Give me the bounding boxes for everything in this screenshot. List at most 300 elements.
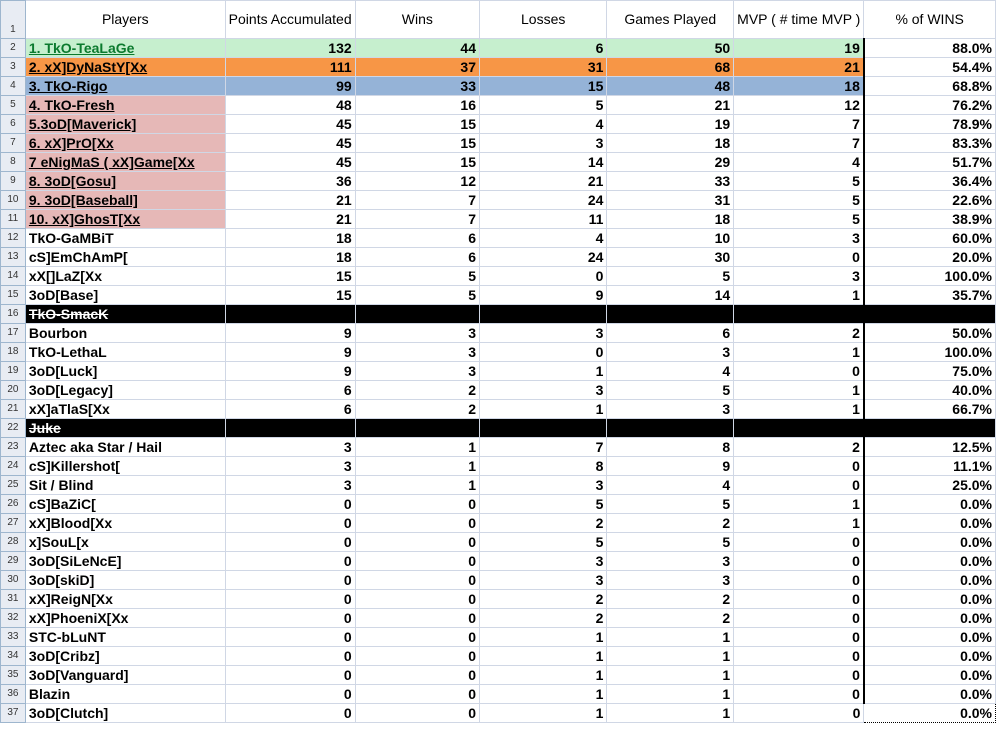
player-cell[interactable]: 3oD[Vanguard] <box>25 666 225 685</box>
row-number[interactable]: 18 <box>1 343 26 362</box>
mvp-cell[interactable]: 5 <box>734 172 864 191</box>
player-cell[interactable]: 8. 3oD[Gosu] <box>25 172 225 191</box>
points-cell[interactable]: 0 <box>225 628 355 647</box>
losses-cell[interactable]: 1 <box>479 628 606 647</box>
win-percent-cell[interactable]: 38.9% <box>864 210 996 229</box>
row-number[interactable]: 1 <box>1 1 26 39</box>
win-percent-cell[interactable]: 83.3% <box>864 134 996 153</box>
win-percent-cell[interactable]: 0.0% <box>864 685 996 704</box>
wins-cell[interactable]: 0 <box>355 552 479 571</box>
player-cell[interactable]: TkO-LethaL <box>25 343 225 362</box>
losses-cell[interactable]: 0 <box>479 343 606 362</box>
losses-cell[interactable]: 3 <box>479 381 606 400</box>
player-cell[interactable]: 3oD[Clutch] <box>25 704 225 723</box>
wins-cell[interactable]: 0 <box>355 666 479 685</box>
games-played-cell[interactable]: 31 <box>607 191 734 210</box>
column-header-losses[interactable]: Losses <box>479 1 606 39</box>
games-played-cell[interactable]: 3 <box>607 343 734 362</box>
losses-cell[interactable]: 3 <box>479 552 606 571</box>
mvp-cell[interactable]: 12 <box>734 96 864 115</box>
mvp-cell[interactable]: 5 <box>734 191 864 210</box>
games-played-cell[interactable] <box>607 305 734 324</box>
mvp-cell[interactable]: 0 <box>734 552 864 571</box>
mvp-cell[interactable] <box>734 305 864 324</box>
losses-cell[interactable] <box>479 419 606 438</box>
player-cell[interactable]: cS]BaZiC[ <box>25 495 225 514</box>
row-number[interactable]: 36 <box>1 685 26 704</box>
player-cell[interactable]: 10. xX]GhosT[Xx <box>25 210 225 229</box>
wins-cell[interactable]: 15 <box>355 115 479 134</box>
losses-cell[interactable]: 1 <box>479 666 606 685</box>
wins-cell[interactable]: 33 <box>355 77 479 96</box>
row-number[interactable]: 4 <box>1 77 26 96</box>
wins-cell[interactable]: 5 <box>355 286 479 305</box>
games-played-cell[interactable]: 3 <box>607 552 734 571</box>
win-percent-cell[interactable]: 25.0% <box>864 476 996 495</box>
player-cell[interactable]: x]SouL[x <box>25 533 225 552</box>
losses-cell[interactable]: 14 <box>479 153 606 172</box>
wins-cell[interactable]: 0 <box>355 628 479 647</box>
points-cell[interactable]: 0 <box>225 685 355 704</box>
row-number[interactable]: 7 <box>1 134 26 153</box>
games-played-cell[interactable]: 5 <box>607 495 734 514</box>
games-played-cell[interactable]: 21 <box>607 96 734 115</box>
games-played-cell[interactable]: 10 <box>607 229 734 248</box>
table-row <box>1 96 996 115</box>
player-cell[interactable]: Bourbon <box>25 324 225 343</box>
win-percent-cell[interactable]: 51.7% <box>864 153 996 172</box>
wins-cell[interactable]: 15 <box>355 153 479 172</box>
win-percent-cell[interactable]: 35.7% <box>864 286 996 305</box>
player-cell[interactable]: 3oD[SiLeNcE] <box>25 552 225 571</box>
wins-cell[interactable]: 0 <box>355 495 479 514</box>
games-played-cell[interactable]: 5 <box>607 533 734 552</box>
mvp-cell[interactable]: 0 <box>734 457 864 476</box>
wins-cell[interactable]: 1 <box>355 438 479 457</box>
win-percent-cell[interactable]: 66.7% <box>864 400 996 419</box>
player-cell[interactable]: cS]EmChAmP[ <box>25 248 225 267</box>
losses-cell[interactable]: 11 <box>479 210 606 229</box>
win-percent-cell[interactable]: 0.0% <box>864 495 996 514</box>
points-cell[interactable] <box>225 305 355 324</box>
win-percent-cell[interactable]: 0.0% <box>864 552 996 571</box>
wins-cell[interactable]: 16 <box>355 96 479 115</box>
points-cell[interactable]: 21 <box>225 210 355 229</box>
mvp-cell[interactable]: 0 <box>734 248 864 267</box>
player-cell[interactable]: 1. TkO-TeaLaGe <box>25 39 225 58</box>
row-number[interactable]: 17 <box>1 324 26 343</box>
row-number[interactable]: 8 <box>1 153 26 172</box>
win-percent-cell[interactable]: 22.6% <box>864 191 996 210</box>
losses-cell[interactable]: 24 <box>479 248 606 267</box>
mvp-cell[interactable]: 2 <box>734 324 864 343</box>
player-cell[interactable]: Blazin <box>25 685 225 704</box>
losses-cell[interactable]: 2 <box>479 514 606 533</box>
win-percent-cell[interactable]: 0.0% <box>864 590 996 609</box>
games-played-cell[interactable]: 1 <box>607 704 734 723</box>
mvp-cell[interactable]: 7 <box>734 115 864 134</box>
points-cell[interactable]: 3 <box>225 438 355 457</box>
row-number[interactable]: 10 <box>1 191 26 210</box>
win-percent-cell[interactable]: 0.0% <box>864 628 996 647</box>
points-cell[interactable]: 0 <box>225 666 355 685</box>
games-played-cell[interactable]: 50 <box>607 39 734 58</box>
player-cell[interactable]: xX]aTlaS[Xx <box>25 400 225 419</box>
player-cell[interactable]: Juke <box>25 419 225 438</box>
mvp-cell[interactable]: 2 <box>734 438 864 457</box>
player-cell[interactable]: cS]Killershot[ <box>25 457 225 476</box>
points-cell[interactable]: 0 <box>225 590 355 609</box>
column-header-wins[interactable]: Wins <box>355 1 479 39</box>
wins-cell[interactable]: 5 <box>355 267 479 286</box>
losses-cell[interactable]: 5 <box>479 533 606 552</box>
column-header-win-percent[interactable]: % of WINS <box>864 1 996 39</box>
win-percent-cell[interactable]: 76.2% <box>864 96 996 115</box>
games-played-cell[interactable]: 4 <box>607 362 734 381</box>
points-cell[interactable]: 15 <box>225 267 355 286</box>
win-percent-cell[interactable]: 54.4% <box>864 58 996 77</box>
games-played-cell[interactable]: 2 <box>607 514 734 533</box>
player-cell[interactable]: 3oD[Cribz] <box>25 647 225 666</box>
wins-cell[interactable]: 3 <box>355 343 479 362</box>
row-number[interactable]: 12 <box>1 229 26 248</box>
player-cell[interactable]: 4. TkO-Fresh <box>25 96 225 115</box>
games-played-cell[interactable]: 1 <box>607 628 734 647</box>
mvp-cell[interactable] <box>734 419 864 438</box>
win-percent-cell[interactable]: 78.9% <box>864 115 996 134</box>
table-row <box>1 628 996 647</box>
row-number[interactable]: 20 <box>1 381 26 400</box>
mvp-cell[interactable]: 7 <box>734 134 864 153</box>
player-cell[interactable]: 3oD[Luck] <box>25 362 225 381</box>
player-cell[interactable]: 3oD[Base] <box>25 286 225 305</box>
row-number[interactable]: 15 <box>1 286 26 305</box>
losses-cell[interactable]: 1 <box>479 685 606 704</box>
points-cell[interactable]: 0 <box>225 647 355 666</box>
mvp-cell[interactable]: 21 <box>734 58 864 77</box>
row-number[interactable]: 24 <box>1 457 26 476</box>
wins-cell[interactable]: 15 <box>355 134 479 153</box>
games-played-cell[interactable]: 3 <box>607 400 734 419</box>
row-number[interactable]: 35 <box>1 666 26 685</box>
games-played-cell[interactable]: 18 <box>607 134 734 153</box>
win-percent-cell[interactable]: 20.0% <box>864 248 996 267</box>
mvp-cell[interactable]: 1 <box>734 343 864 362</box>
player-cell[interactable]: 3. TkO-Rigo <box>25 77 225 96</box>
player-cell[interactable]: 9. 3oD[Baseball] <box>25 191 225 210</box>
row-number[interactable]: 25 <box>1 476 26 495</box>
points-cell[interactable]: 36 <box>225 172 355 191</box>
player-cell[interactable]: Aztec aka Star / Hail <box>25 438 225 457</box>
wins-cell[interactable]: 0 <box>355 647 479 666</box>
wins-cell[interactable]: 6 <box>355 229 479 248</box>
mvp-cell[interactable]: 0 <box>734 647 864 666</box>
points-cell[interactable]: 99 <box>225 77 355 96</box>
mvp-cell[interactable]: 0 <box>734 533 864 552</box>
win-percent-cell[interactable]: 68.8% <box>864 77 996 96</box>
win-percent-cell[interactable]: 0.0% <box>864 704 996 723</box>
player-cell[interactable]: 5.3oD[Maverick] <box>25 115 225 134</box>
wins-cell[interactable] <box>355 419 479 438</box>
wins-cell[interactable]: 0 <box>355 590 479 609</box>
games-played-cell[interactable]: 6 <box>607 324 734 343</box>
wins-cell[interactable]: 0 <box>355 571 479 590</box>
wins-cell[interactable]: 37 <box>355 58 479 77</box>
column-header-players[interactable]: Players <box>25 1 225 39</box>
win-percent-cell[interactable]: 0.0% <box>864 533 996 552</box>
win-percent-cell[interactable]: 0.0% <box>864 571 996 590</box>
losses-cell[interactable]: 5 <box>479 96 606 115</box>
mvp-cell[interactable]: 0 <box>734 685 864 704</box>
row-number[interactable]: 26 <box>1 495 26 514</box>
row-number[interactable]: 14 <box>1 267 26 286</box>
wins-cell[interactable] <box>355 305 479 324</box>
row-number[interactable]: 33 <box>1 628 26 647</box>
wins-cell[interactable]: 0 <box>355 685 479 704</box>
row-number[interactable]: 3 <box>1 58 26 77</box>
column-header-games-played[interactable]: Games Played <box>607 1 734 39</box>
table-row <box>1 590 996 609</box>
games-played-cell[interactable]: 29 <box>607 153 734 172</box>
games-played-cell[interactable]: 33 <box>607 172 734 191</box>
losses-cell[interactable]: 0 <box>479 267 606 286</box>
win-percent-cell[interactable] <box>864 305 996 324</box>
mvp-cell[interactable]: 0 <box>734 476 864 495</box>
mvp-cell[interactable]: 0 <box>734 590 864 609</box>
win-percent-cell[interactable]: 0.0% <box>864 647 996 666</box>
win-percent-cell[interactable]: 100.0% <box>864 267 996 286</box>
mvp-cell[interactable]: 0 <box>734 628 864 647</box>
row-number[interactable]: 22 <box>1 419 26 438</box>
points-cell[interactable] <box>225 419 355 438</box>
wins-cell[interactable]: 7 <box>355 210 479 229</box>
losses-cell[interactable]: 9 <box>479 286 606 305</box>
player-cell[interactable]: 7 eNigMaS ( xX]Game[Xx <box>25 153 225 172</box>
wins-cell[interactable]: 2 <box>355 381 479 400</box>
wins-cell[interactable]: 6 <box>355 248 479 267</box>
row-number[interactable]: 32 <box>1 609 26 628</box>
games-played-cell[interactable]: 30 <box>607 248 734 267</box>
row-number[interactable]: 2 <box>1 39 26 58</box>
games-played-cell[interactable]: 5 <box>607 381 734 400</box>
points-cell[interactable]: 111 <box>225 58 355 77</box>
row-number[interactable]: 13 <box>1 248 26 267</box>
wins-cell[interactable]: 1 <box>355 457 479 476</box>
losses-cell[interactable]: 1 <box>479 400 606 419</box>
mvp-cell[interactable]: 4 <box>734 153 864 172</box>
win-percent-cell[interactable]: 60.0% <box>864 229 996 248</box>
points-cell[interactable]: 0 <box>225 609 355 628</box>
losses-cell[interactable]: 8 <box>479 457 606 476</box>
points-cell[interactable]: 0 <box>225 552 355 571</box>
row-number[interactable]: 31 <box>1 590 26 609</box>
games-played-cell[interactable]: 9 <box>607 457 734 476</box>
losses-cell[interactable]: 2 <box>479 609 606 628</box>
mvp-cell[interactable]: 0 <box>734 666 864 685</box>
losses-cell[interactable]: 1 <box>479 647 606 666</box>
player-cell[interactable]: 6. xX]PrO[Xx <box>25 134 225 153</box>
games-played-cell[interactable]: 19 <box>607 115 734 134</box>
player-cell[interactable]: TkO-GaMBiT <box>25 229 225 248</box>
win-percent-cell[interactable]: 40.0% <box>864 381 996 400</box>
row-number[interactable]: 23 <box>1 438 26 457</box>
points-cell[interactable]: 6 <box>225 381 355 400</box>
player-cell[interactable]: xX]Blood[Xx <box>25 514 225 533</box>
points-cell[interactable]: 45 <box>225 153 355 172</box>
points-cell[interactable]: 0 <box>225 533 355 552</box>
mvp-cell[interactable]: 1 <box>734 381 864 400</box>
points-cell[interactable]: 21 <box>225 191 355 210</box>
wins-cell[interactable]: 12 <box>355 172 479 191</box>
mvp-cell[interactable]: 18 <box>734 77 864 96</box>
win-percent-cell[interactable]: 50.0% <box>864 324 996 343</box>
mvp-cell[interactable]: 0 <box>734 609 864 628</box>
win-percent-cell[interactable]: 75.0% <box>864 362 996 381</box>
games-played-cell[interactable]: 2 <box>607 590 734 609</box>
games-played-cell[interactable]: 2 <box>607 609 734 628</box>
mvp-cell[interactable]: 1 <box>734 514 864 533</box>
losses-cell[interactable]: 21 <box>479 172 606 191</box>
losses-cell[interactable]: 3 <box>479 476 606 495</box>
row-number[interactable]: 30 <box>1 571 26 590</box>
games-played-cell[interactable]: 8 <box>607 438 734 457</box>
win-percent-cell[interactable] <box>864 419 996 438</box>
losses-cell[interactable]: 3 <box>479 571 606 590</box>
losses-cell[interactable]: 4 <box>479 115 606 134</box>
player-cell[interactable]: 2. xX]DyNaStY[Xx <box>25 58 225 77</box>
losses-cell[interactable]: 15 <box>479 77 606 96</box>
points-cell[interactable]: 45 <box>225 134 355 153</box>
points-cell[interactable]: 15 <box>225 286 355 305</box>
games-played-cell[interactable]: 1 <box>607 647 734 666</box>
wins-cell[interactable]: 7 <box>355 191 479 210</box>
win-percent-cell[interactable]: 0.0% <box>864 666 996 685</box>
column-header-mvp[interactable]: MVP ( # time MVP ) <box>734 1 864 39</box>
win-percent-cell[interactable]: 100.0% <box>864 343 996 362</box>
games-played-cell[interactable] <box>607 419 734 438</box>
losses-cell[interactable]: 3 <box>479 134 606 153</box>
wins-cell[interactable]: 0 <box>355 704 479 723</box>
wins-cell[interactable]: 44 <box>355 39 479 58</box>
row-number[interactable]: 29 <box>1 552 26 571</box>
player-cell[interactable]: TkO-SmacK <box>25 305 225 324</box>
losses-cell[interactable]: 7 <box>479 438 606 457</box>
mvp-cell[interactable]: 0 <box>734 704 864 723</box>
games-played-cell[interactable]: 68 <box>607 58 734 77</box>
row-number[interactable]: 9 <box>1 172 26 191</box>
wins-cell[interactable]: 2 <box>355 400 479 419</box>
games-played-cell[interactable]: 1 <box>607 666 734 685</box>
win-percent-cell[interactable]: 0.0% <box>864 609 996 628</box>
row-number[interactable]: 21 <box>1 400 26 419</box>
player-cell[interactable]: xX]PhoeniX[Xx <box>25 609 225 628</box>
games-played-cell[interactable]: 14 <box>607 286 734 305</box>
player-cell[interactable]: xX]ReigN[Xx <box>25 590 225 609</box>
points-cell[interactable]: 9 <box>225 324 355 343</box>
win-percent-cell[interactable]: 36.4% <box>864 172 996 191</box>
losses-cell[interactable]: 6 <box>479 39 606 58</box>
row-number[interactable]: 27 <box>1 514 26 533</box>
win-percent-cell[interactable]: 12.5% <box>864 438 996 457</box>
player-cell[interactable]: STC-bLuNT <box>25 628 225 647</box>
player-cell[interactable]: xX[]LaZ[Xx <box>25 267 225 286</box>
row-number[interactable]: 37 <box>1 704 26 723</box>
column-header-points[interactable]: Points Accumulated <box>225 1 355 39</box>
points-cell[interactable]: 9 <box>225 362 355 381</box>
losses-cell[interactable]: 24 <box>479 191 606 210</box>
win-percent-cell[interactable]: 0.0% <box>864 514 996 533</box>
mvp-cell[interactable]: 3 <box>734 267 864 286</box>
row-number[interactable]: 5 <box>1 96 26 115</box>
losses-cell[interactable]: 1 <box>479 704 606 723</box>
losses-cell[interactable]: 5 <box>479 495 606 514</box>
wins-cell[interactable]: 0 <box>355 533 479 552</box>
points-cell[interactable]: 132 <box>225 39 355 58</box>
losses-cell[interactable]: 2 <box>479 590 606 609</box>
losses-cell[interactable]: 31 <box>479 58 606 77</box>
win-percent-cell[interactable]: 88.0% <box>864 39 996 58</box>
games-played-cell[interactable]: 3 <box>607 571 734 590</box>
points-cell[interactable]: 45 <box>225 115 355 134</box>
points-cell[interactable]: 18 <box>225 229 355 248</box>
mvp-cell[interactable]: 1 <box>734 286 864 305</box>
points-cell[interactable]: 3 <box>225 476 355 495</box>
mvp-cell[interactable]: 1 <box>734 400 864 419</box>
wins-cell[interactable]: 1 <box>355 476 479 495</box>
row-number[interactable]: 34 <box>1 647 26 666</box>
player-cell[interactable]: Sit / Blind <box>25 476 225 495</box>
player-cell[interactable]: 3oD[Legacy] <box>25 381 225 400</box>
row-number[interactable]: 6 <box>1 115 26 134</box>
mvp-cell[interactable]: 5 <box>734 210 864 229</box>
mvp-cell[interactable]: 19 <box>734 39 864 58</box>
games-played-cell[interactable]: 1 <box>607 685 734 704</box>
row-number[interactable]: 28 <box>1 533 26 552</box>
points-cell[interactable]: 48 <box>225 96 355 115</box>
points-cell[interactable]: 3 <box>225 457 355 476</box>
losses-cell[interactable]: 4 <box>479 229 606 248</box>
points-cell[interactable]: 18 <box>225 248 355 267</box>
wins-cell[interactable]: 0 <box>355 514 479 533</box>
games-played-cell[interactable]: 48 <box>607 77 734 96</box>
points-cell[interactable]: 0 <box>225 514 355 533</box>
table-row <box>1 533 996 552</box>
mvp-cell[interactable]: 1 <box>734 495 864 514</box>
player-cell[interactable]: 3oD[skiD] <box>25 571 225 590</box>
mvp-cell[interactable]: 0 <box>734 362 864 381</box>
losses-cell[interactable]: 1 <box>479 362 606 381</box>
wins-cell[interactable]: 3 <box>355 324 479 343</box>
row-number[interactable]: 16 <box>1 305 26 324</box>
mvp-cell[interactable]: 3 <box>734 229 864 248</box>
points-cell[interactable]: 6 <box>225 400 355 419</box>
games-played-cell[interactable]: 18 <box>607 210 734 229</box>
losses-cell[interactable]: 3 <box>479 324 606 343</box>
win-percent-cell[interactable]: 11.1% <box>864 457 996 476</box>
games-played-cell[interactable]: 4 <box>607 476 734 495</box>
losses-cell[interactable] <box>479 305 606 324</box>
wins-cell[interactable]: 0 <box>355 609 479 628</box>
points-cell[interactable]: 0 <box>225 495 355 514</box>
points-cell[interactable]: 0 <box>225 571 355 590</box>
row-number[interactable]: 11 <box>1 210 26 229</box>
row-number[interactable]: 19 <box>1 362 26 381</box>
points-cell[interactable]: 9 <box>225 343 355 362</box>
wins-cell[interactable]: 3 <box>355 362 479 381</box>
points-cell[interactable]: 0 <box>225 704 355 723</box>
games-played-cell[interactable]: 5 <box>607 267 734 286</box>
mvp-cell[interactable]: 0 <box>734 571 864 590</box>
